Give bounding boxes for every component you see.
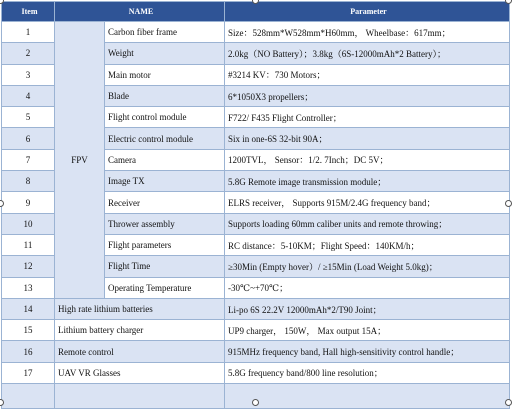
row-item-number: 14 (2, 298, 55, 319)
row-parameter: -30℃~+70℃； (225, 277, 510, 298)
row-item-number: 15 (2, 320, 55, 341)
row-name: High rate lithium batteries (55, 298, 225, 319)
row-name: Flight parameters (105, 234, 225, 255)
row-name: Image TX (105, 171, 225, 192)
row-parameter: ≥30Min (Empty hover）/ ≥15Min (Load Weight 5.0kg)； (225, 256, 510, 277)
row-item-number: 11 (2, 234, 55, 255)
row-item-number: 2 (2, 43, 55, 64)
row-parameter: 1200TVL， Sensor：1/2. 7Inch；DC 5V； (225, 149, 510, 170)
row-parameter: ELRS receiver， Supports 915M/2.4G frequency band； (225, 192, 510, 213)
row-name: Flight Time (105, 256, 225, 277)
row-item-number: 12 (2, 256, 55, 277)
row-parameter: 2.0kg（NO Battery）；3.8kg（6S-12000mAh*2 Battery）； (225, 43, 510, 64)
row-parameter: 915MHz frequency band, Hall high-sensitivity control handle； (225, 341, 510, 362)
row-item-number: 13 (2, 277, 55, 298)
row-item-number: 8 (2, 171, 55, 192)
row-parameter: Six in one-6S 32-bit 90A； (225, 128, 510, 149)
row-item-number: 16 (2, 341, 55, 362)
row-parameter: UP9 charger， 150W， Max output 15A； (225, 320, 510, 341)
row-parameter: Size：528mm*W528mm*H60mm， Wheelbase：617mm； (225, 22, 510, 43)
row-name: Receiver (105, 192, 225, 213)
row-parameter: 5.8G frequency band/800 line resolution； (225, 362, 510, 383)
row-item-number: 10 (2, 213, 55, 234)
row-parameter: Supports loading 60mm caliber units and remote throwing； (225, 213, 510, 234)
header-item: Item (2, 2, 55, 22)
row-name: Camera (105, 149, 225, 170)
table-header-row (2, 2, 510, 22)
row-name: Remote control (55, 341, 225, 362)
row-name: Main motor (105, 64, 225, 85)
table-row (2, 298, 510, 319)
group-label-fpv: FPV (55, 22, 105, 299)
table-row (2, 362, 510, 383)
empty-cell (2, 384, 55, 409)
row-parameter: 6*1050X3 propellers； (225, 85, 510, 106)
row-item-number: 6 (2, 128, 55, 149)
row-name: Weight (105, 43, 225, 64)
row-parameter: Li-po 6S 22.2V 12000mAh*2/T90 Joint； (225, 298, 510, 319)
row-item-number: 5 (2, 107, 55, 128)
empty-cell (55, 384, 225, 409)
header-name: NAME (55, 2, 225, 22)
row-name: Carbon fiber frame (105, 22, 225, 43)
row-name: UAV VR Glasses (55, 362, 225, 383)
table-row (2, 341, 510, 362)
row-parameter: 5.8G Remote image transmission module； (225, 171, 510, 192)
empty-cell (225, 384, 510, 409)
row-parameter: #3214 KV：730 Motors； (225, 64, 510, 85)
row-item-number: 4 (2, 85, 55, 106)
row-parameter: F722/ F435 Flight Controller； (225, 107, 510, 128)
row-parameter: RC distance：5-10KM；Flight Speed：140KM/h； (225, 234, 510, 255)
row-name: Thrower assembly (105, 213, 225, 234)
row-item-number: 3 (2, 64, 55, 85)
row-name: Flight control module (105, 107, 225, 128)
table-row-empty (2, 384, 510, 409)
row-name: Operating Temperature (105, 277, 225, 298)
row-item-number: 9 (2, 192, 55, 213)
row-name: Electric control module (105, 128, 225, 149)
row-item-number: 7 (2, 149, 55, 170)
table-row (2, 320, 510, 341)
row-name: Lithium battery charger (55, 320, 225, 341)
row-item-number: 17 (2, 362, 55, 383)
table-row (2, 22, 510, 43)
row-name: Blade (105, 85, 225, 106)
row-item-number: 1 (2, 22, 55, 43)
spec-table (1, 1, 510, 409)
header-parameter: Parameter (225, 2, 510, 22)
